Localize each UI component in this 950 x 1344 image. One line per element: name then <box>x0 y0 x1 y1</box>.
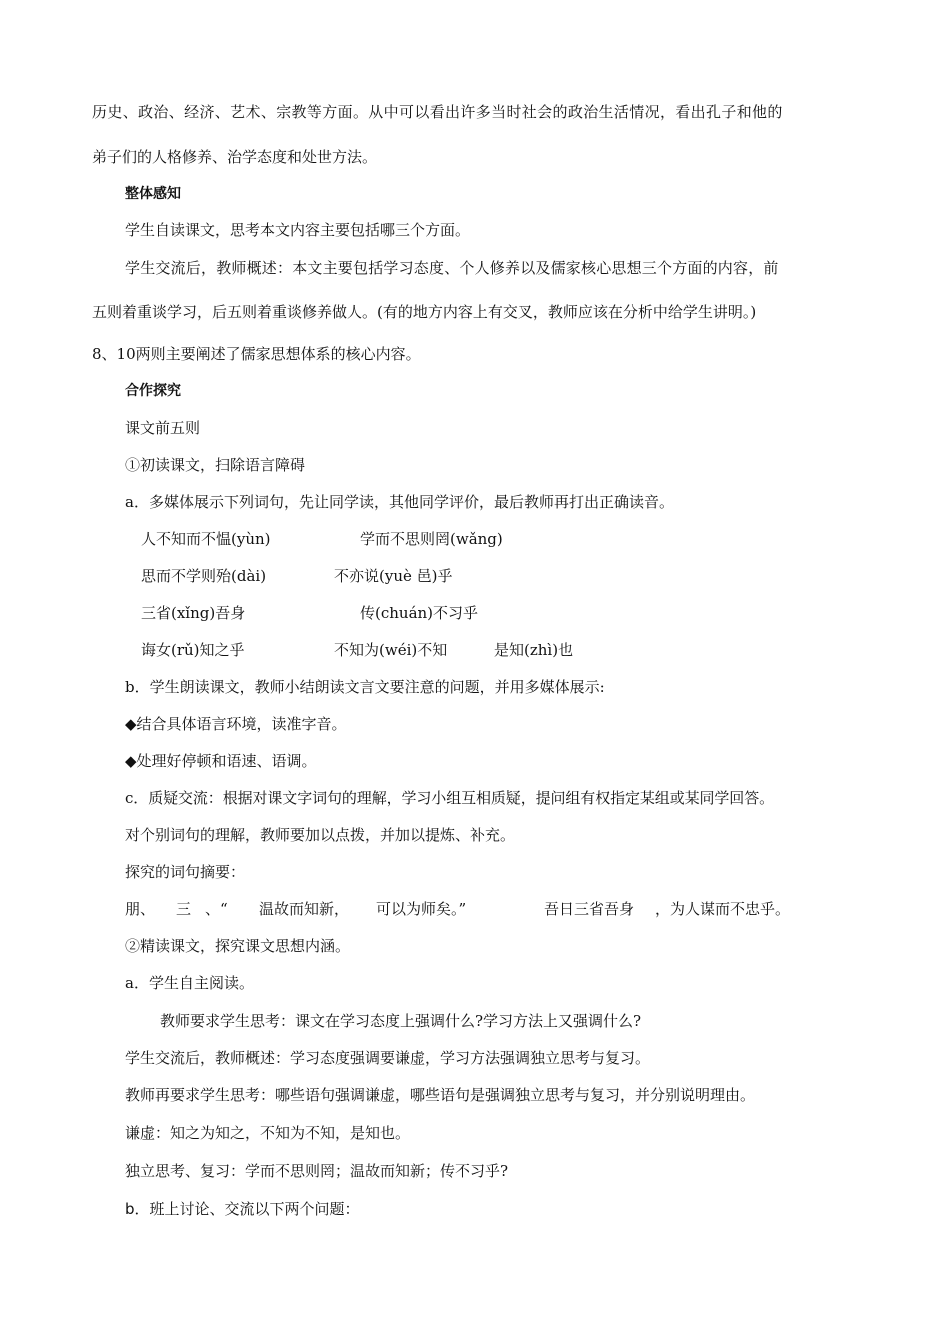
label-first-five-sections: 课文前五则 <box>125 419 201 437</box>
summary-fragment-4: 温故而知新， <box>259 900 350 918</box>
bullet-pronunciation: ◆结合具体语言环境，读准字音。 <box>125 715 347 733</box>
pronunciation-r1c2: 学而不思则罔(wǎng) <box>360 530 503 548</box>
step-initial-reading-b: b．学生朗读课文，教师小结朗读文言文要注意的问题，并用多媒体展示: <box>125 678 605 696</box>
pronunciation-r2c1: 思而不学则殆(dài) <box>141 567 267 585</box>
teacher-answer-1: 学生交流后，教师概述：学习态度强调要谦虚，学习方法强调独立思考与复习。 <box>125 1049 651 1067</box>
pronunciation-r4c2: 不知为(wéi)不知 <box>334 641 448 659</box>
paragraph-intro-line-2: 弟子们的人格修养、治学态度和处世方法。 <box>92 148 378 166</box>
step-intensive-reading: ②精读课文，探究课文思想内涵。 <box>125 937 351 955</box>
step-initial-reading-c-line-1: c．质疑交流：根据对课文字词句的理解，学习小组互相质疑，提问组有权指定某组或某同学回答。 <box>125 789 775 807</box>
step-initial-reading-c-line-2: 对个别词句的理解，教师要加以点拨，并加以提炼、补充。 <box>125 826 516 844</box>
pronunciation-r4c1: 诲女(rǔ)知之乎 <box>141 641 245 659</box>
paragraph-summary-line-2: 五则着重谈学习，后五则着重谈修养做人。(有的地方内容上有交叉，教师应该在分析中给学生讲明。) <box>92 303 757 321</box>
summary-fragment-6: 吾日三省吾身 <box>544 900 635 918</box>
teacher-question-1: 教师要求学生思考：课文在学习态度上强调什么?学习方法上又强调什么? <box>160 1012 642 1030</box>
summary-fragment-5: 可以为师矣。” <box>376 900 467 918</box>
pronunciation-r2c2: 不亦说(yuè 邑)乎 <box>334 567 453 585</box>
teacher-question-2: 教师再要求学生思考：哪些语句强调谦虚，哪些语句是强调独立思考与复习，并分别说明理由。 <box>125 1086 756 1104</box>
summary-title: 探究的词句摘要： <box>125 863 246 881</box>
pronunciation-r3c2: 传(chuán)不习乎 <box>360 604 479 622</box>
heading-cooperative-inquiry: 合作探究 <box>125 383 181 399</box>
pronunciation-r4c3: 是知(zhì)也 <box>494 641 574 659</box>
heading-overall-perception: 整体感知 <box>125 186 181 202</box>
independent-thinking-examples: 独立思考、复习：学而不思则罔；温故而知新；传不习乎? <box>125 1162 509 1180</box>
paragraph-summary-line-1: 学生交流后，教师概述：本文主要包括学习态度、个人修养以及儒家核心思想三个方面的内容，前 <box>125 259 779 277</box>
pronunciation-r3c1: 三省(xǐng)吾身 <box>141 604 246 622</box>
paragraph-self-reading: 学生自读课文，思考本文内容主要包括哪三个方面。 <box>125 221 471 239</box>
step-initial-reading: ①初读课文，扫除语言障碍 <box>125 456 306 474</box>
paragraph-intro-line-1: 历史、政治、经济、艺术、宗教等方面。从中可以看出许多当时社会的政治生活情况，看出孔子和他的 <box>92 103 783 121</box>
paragraph-summary-line-3: 8、10两则主要阐述了儒家思想体系的核心内容。 <box>92 345 421 363</box>
step-initial-reading-a: a．多媒体展示下列词句，先让同学读，其他同学评价，最后教师再打出正确读音。 <box>125 493 674 511</box>
step-intensive-reading-a: a．学生自主阅读。 <box>125 974 254 992</box>
bullet-pauses: ◆处理好停顿和语速、语调。 <box>125 752 317 770</box>
summary-fragment-1: 朋、 <box>125 900 156 918</box>
modesty-examples: 谦虚：知之为知之，不知为不知，是知也。 <box>125 1124 411 1142</box>
pronunciation-r1c1: 人不知而不愠(yùn) <box>141 530 271 548</box>
step-intensive-reading-b: b．班上讨论、交流以下两个问题： <box>125 1200 360 1218</box>
summary-fragment-7: ，为人谋而不忠乎。 <box>655 900 791 918</box>
summary-fragment-3: 、“ <box>205 900 228 918</box>
summary-fragment-2: 三 <box>176 900 192 918</box>
